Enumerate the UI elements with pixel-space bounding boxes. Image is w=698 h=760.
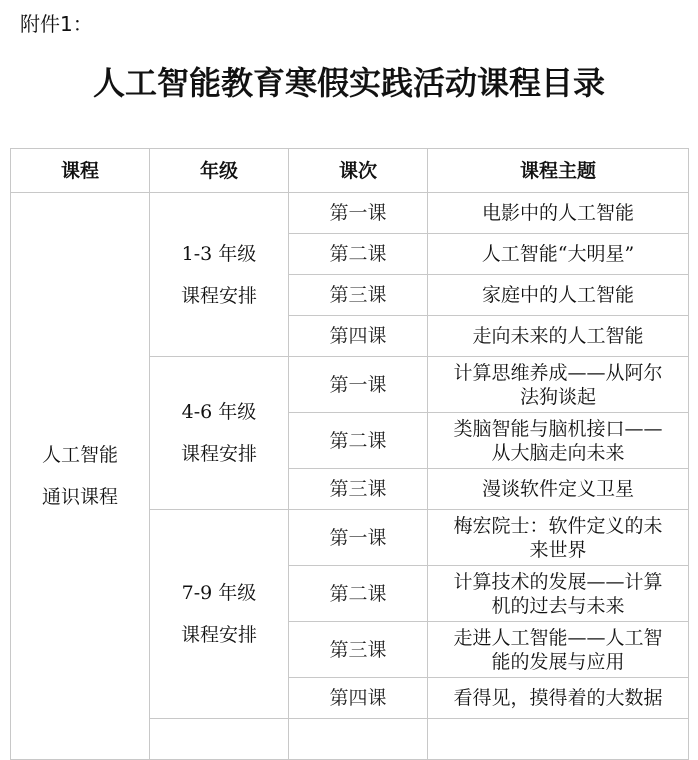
lesson-number: 第一课 (289, 510, 428, 566)
lesson-topic (428, 357, 689, 413)
grade-line: 7-9 年级 (181, 582, 257, 604)
grade-cell (150, 357, 289, 510)
lesson-topic (428, 566, 689, 622)
grade-line: 课程安排 (180, 443, 257, 465)
grade-line: 1-3 年级 (181, 242, 257, 265)
lesson-number: 第二课 (289, 413, 428, 469)
lesson-number: 第三课 (289, 622, 428, 678)
lesson-number: 第二课 (289, 566, 428, 622)
lesson-topic (428, 510, 689, 566)
grade-cell (150, 719, 289, 760)
lesson-topic: 人工智能“大明星” (428, 234, 689, 275)
lesson-topic-line: 法狗谈起 (519, 385, 596, 408)
course-category-line: 人工智能 (41, 444, 118, 466)
grade-line: 课程安排 (180, 284, 257, 307)
lesson-number: 第四课 (289, 316, 428, 357)
lesson-topic-line: 来世界 (529, 538, 587, 561)
lesson-topic-line: 计算思维养成——从阿尔 (453, 361, 663, 384)
page-title: 人工智能教育寒假实践活动课程目录 (92, 64, 605, 102)
header-topic: 课程主题 (428, 149, 689, 193)
lesson-number (289, 719, 428, 760)
lesson-topic-line: 能的发展与应用 (491, 650, 625, 673)
lesson-topic (428, 719, 689, 760)
lesson-topic: 走向未来的人工智能 (428, 316, 689, 357)
lesson-topic-line: 类脑智能与脑机接口—— (453, 417, 663, 440)
header-lesson: 课次 (289, 149, 428, 193)
lesson-topic-line: 走进人工智能——人工智 (453, 626, 663, 649)
table-row (11, 193, 689, 234)
course-table (10, 148, 689, 760)
grade-line: 4-6 年级 (181, 401, 257, 423)
lesson-topic-line: 计算技术的发展——计算 (453, 570, 663, 593)
lesson-topic: 漫谈软件定义卫星 (428, 469, 689, 510)
lesson-number: 第三课 (289, 469, 428, 510)
table-header-row (11, 149, 689, 193)
lesson-topic (428, 622, 689, 678)
header-grade: 年级 (150, 149, 289, 193)
grade-line: 课程安排 (180, 624, 257, 646)
grade-cell (150, 510, 289, 719)
lesson-topic-line: 机的过去与未来 (491, 594, 625, 617)
lesson-topic-line: 从大脑走向未来 (491, 441, 625, 464)
lesson-number: 第一课 (289, 357, 428, 413)
grade-cell (150, 193, 289, 357)
header-course: 课程 (11, 149, 150, 193)
lesson-topic (428, 413, 689, 469)
lesson-number: 第四课 (289, 678, 428, 719)
course-category-line: 通识课程 (41, 486, 118, 508)
lesson-number: 第二课 (289, 234, 428, 275)
lesson-topic: 家庭中的人工智能 (428, 275, 689, 316)
course-category-cell (11, 193, 150, 760)
lesson-topic: 电影中的人工智能 (428, 193, 689, 234)
lesson-number: 第三课 (289, 275, 428, 316)
lesson-number: 第一课 (289, 193, 428, 234)
attachment-label: 附件1： (20, 12, 93, 36)
lesson-topic: 看得见，摸得着的大数据 (428, 678, 689, 719)
lesson-topic-line: 梅宏院士：软件定义的未 (453, 514, 663, 537)
